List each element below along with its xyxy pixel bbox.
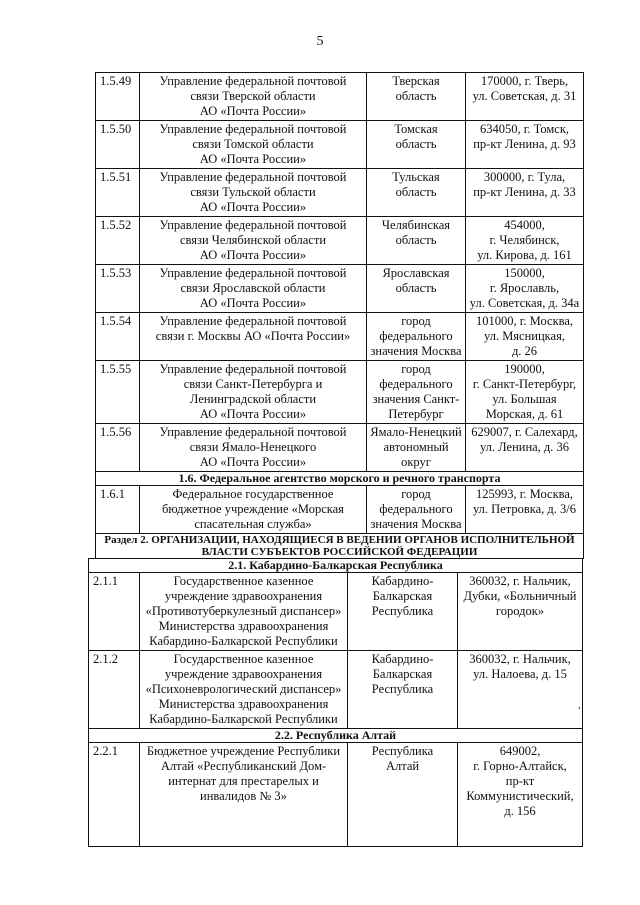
organization-name-cell	[140, 424, 367, 472]
region-cell	[348, 651, 458, 729]
region-cell	[367, 73, 466, 121]
row-number: 1.5.56	[96, 424, 140, 472]
header-line: 2.1. Кабардино-Балкарская Республика	[228, 558, 443, 572]
organization-name-cell	[140, 743, 348, 847]
cell-line: Тверская	[392, 74, 440, 88]
address-cell	[466, 361, 584, 424]
section-heading	[96, 472, 584, 486]
cell-line: Управление федеральной почтовой	[159, 74, 347, 88]
cell-line: связи Санкт-Петербурга и	[183, 377, 323, 391]
cell-line: Федеральное государственное	[172, 487, 334, 501]
table-row	[89, 573, 583, 651]
table-row	[96, 424, 584, 472]
cell-line: АО «Почта России»	[199, 248, 307, 262]
cell-line: Челябинская	[381, 218, 451, 232]
section-heading-text	[89, 729, 583, 743]
cell-line: округ	[401, 455, 431, 469]
cell-line: пр-кт Ленина, д. 33	[473, 185, 576, 199]
region-cell	[367, 486, 466, 534]
cell-line: «Противотуберкулезный диспансер»	[145, 604, 342, 618]
header-line: Раздел 2. ОРГАНИЗАЦИИ, НАХОДЯЩИЕСЯ В ВЕДЕНИИ ОРГАНОВ ИСПОЛНИТЕЛЬНОЙ	[104, 534, 575, 546]
cell-line: 454000,	[504, 218, 545, 232]
organization-name-cell	[140, 217, 367, 265]
row-number: 2.1.2	[89, 651, 140, 729]
cell-line: г. Челябинск,	[489, 233, 560, 247]
cell-line: Тульская	[392, 170, 440, 184]
cell-line: 629007, г. Салехард,	[471, 425, 578, 439]
cell-line: город	[401, 487, 431, 501]
region-cell	[348, 743, 458, 847]
section-heading	[89, 729, 583, 743]
table-row	[96, 486, 584, 534]
cell-line: Алтай	[385, 759, 420, 773]
cell-line: область	[395, 185, 437, 199]
cell-line: Коммунистический,	[466, 789, 574, 803]
cell-line: Ленинградской области	[189, 392, 317, 406]
part-heading	[96, 534, 584, 559]
row-number: 2.1.1	[89, 573, 140, 651]
table-row	[96, 265, 584, 313]
cell-line: АО «Почта России»	[199, 296, 307, 310]
cell-line: связи Ямало-Ненецкого	[189, 440, 317, 454]
address-cell	[466, 73, 584, 121]
cell-line: Управление федеральной почтовой	[159, 122, 347, 136]
organizations-table-section-2	[88, 558, 583, 847]
section-heading	[89, 559, 583, 573]
region-cell	[367, 424, 466, 472]
cell-line: Управление федеральной почтовой	[159, 266, 347, 280]
organization-name-cell	[140, 73, 367, 121]
cell-line: ул. Ленина, д. 36	[479, 440, 570, 454]
cell-line: инвалидов № 3»	[200, 789, 287, 803]
organization-name-cell	[140, 313, 367, 361]
cell-line: связи Тульской области	[190, 185, 316, 199]
cell-line: д. 156	[504, 804, 536, 818]
cell-line: городок»	[495, 604, 545, 618]
cell-line: автономный	[383, 440, 449, 454]
address-cell	[466, 313, 584, 361]
cell-line: 170000, г. Тверь,	[480, 74, 569, 88]
organization-name-cell	[140, 121, 367, 169]
cell-line: связи Челябинской области	[179, 233, 327, 247]
cell-line: пр-кт Ленина, д. 93	[473, 137, 576, 151]
row-number: 1.5.50	[96, 121, 140, 169]
cell-line: спасательная служба»	[194, 517, 312, 531]
cell-line: связи Томской области	[192, 137, 314, 151]
cell-line: пр-кт	[505, 774, 535, 788]
cell-line: федерального	[379, 502, 453, 516]
row-number: 1.5.55	[96, 361, 140, 424]
row-number: 2.2.1	[89, 743, 140, 847]
cell-line: Республика	[371, 682, 434, 696]
row-number: 1.5.54	[96, 313, 140, 361]
cell-line: Дубки, «Больничный	[463, 589, 577, 603]
cell-line: Ярославская	[382, 266, 450, 280]
cell-line: Ямало-Ненецкий	[370, 425, 462, 439]
cell-line: ул. Налоева, д. 15	[473, 667, 567, 681]
cell-line: ул. Кирова, д. 161	[477, 248, 572, 262]
table-row	[89, 743, 583, 847]
cell-line: город	[401, 362, 431, 376]
address-cell	[466, 486, 584, 534]
header-line: ВЛАСТИ СУБЪЕКТОВ РОССИЙСКОЙ ФЕДЕРАЦИИ	[201, 546, 478, 558]
cell-line: ул. Петровка, д. 3/6	[472, 502, 577, 516]
cell-line: область	[395, 137, 437, 151]
cell-line: Кабардино-Балкарской Республики	[149, 712, 338, 726]
cell-line: АО «Почта России»	[199, 104, 307, 118]
cell-line: область	[395, 89, 437, 103]
address-cell	[458, 743, 583, 847]
table-row	[96, 169, 584, 217]
cell-line: учреждение здравоохранения	[164, 589, 323, 603]
cell-line: Кабардино-	[371, 652, 434, 666]
address-cell	[466, 217, 584, 265]
cell-line: Алтай «Республиканский Дом-	[160, 759, 327, 773]
cell-line: г. Санкт-Петербург,	[472, 377, 577, 391]
cell-line: Министерства здравоохранения	[158, 619, 329, 633]
address-cell	[466, 265, 584, 313]
cell-line: 634050, г. Томск,	[479, 122, 570, 136]
organization-name-cell	[140, 265, 367, 313]
region-cell	[367, 217, 466, 265]
organizations-table-section-1	[95, 72, 584, 559]
cell-line: 360032, г. Нальчик,	[469, 574, 571, 588]
cell-line: 360032, г. Нальчик,	[469, 652, 571, 666]
organization-name-cell	[140, 651, 348, 729]
cell-line: значения Санкт-	[372, 392, 460, 406]
cell-line: 101000, г. Москва,	[475, 314, 574, 328]
cell-line: Республика	[371, 604, 434, 618]
cell-line: Республика	[371, 744, 434, 758]
cell-line: АО «Почта России»	[199, 407, 307, 421]
cell-line: ул. Советская, д. 34а	[469, 296, 580, 310]
cell-line: Управление федеральной почтовой	[159, 362, 347, 376]
cell-line: Управление федеральной почтовой	[159, 314, 347, 328]
cell-line: Государственное казенное	[173, 574, 314, 588]
cell-line: Кабардино-Балкарской Республики	[149, 634, 338, 648]
cell-line: значения Москва	[370, 517, 462, 531]
page-number: 5	[316, 34, 324, 49]
cell-line: 150000,	[504, 266, 545, 280]
cell-line: г. Ярославль,	[489, 281, 560, 295]
cell-line: ул. Советская, д. 31	[472, 89, 577, 103]
cell-line: Управление федеральной почтовой	[159, 170, 347, 184]
cell-line: д. 26	[511, 344, 538, 358]
cell-line: Управление федеральной почтовой	[159, 425, 347, 439]
header-line: 2.2. Республика Алтай	[274, 728, 397, 742]
table-row	[89, 651, 583, 729]
table-row	[96, 313, 584, 361]
margin-mark: ,	[578, 700, 581, 711]
address-cell	[466, 121, 584, 169]
cell-line: Государственное казенное	[173, 652, 314, 666]
organization-name-cell	[140, 361, 367, 424]
cell-line: Балкарская	[372, 667, 433, 681]
region-cell	[367, 313, 466, 361]
cell-line: Министерства здравоохранения	[158, 697, 329, 711]
row-number: 1.5.53	[96, 265, 140, 313]
region-cell	[367, 265, 466, 313]
cell-line: значения Москва	[370, 344, 462, 358]
table-row	[96, 361, 584, 424]
address-cell	[458, 573, 583, 651]
organization-name-cell	[140, 169, 367, 217]
cell-line: Управление федеральной почтовой	[159, 218, 347, 232]
address-cell	[466, 169, 584, 217]
cell-line: федерального	[379, 377, 453, 391]
cell-line: интернат для престарелых и	[168, 774, 319, 788]
cell-line: Бюджетное учреждение Республики	[146, 744, 341, 758]
cell-line: Балкарская	[372, 589, 433, 603]
cell-line: связи г. Москвы АО «Почта России»	[155, 329, 351, 343]
cell-line: Петербург	[388, 407, 444, 421]
section-heading-text	[96, 472, 584, 486]
row-number: 1.5.51	[96, 169, 140, 217]
cell-line: ул. Большая	[492, 392, 557, 406]
cell-line: АО «Почта России»	[199, 455, 307, 469]
cell-line: 300000, г. Тула,	[483, 170, 566, 184]
region-cell	[367, 121, 466, 169]
region-cell	[348, 573, 458, 651]
cell-line: связи Тверской области	[190, 89, 316, 103]
row-number: 1.5.49	[96, 73, 140, 121]
cell-line: учреждение здравоохранения	[164, 667, 323, 681]
cell-line: 649002,	[499, 744, 541, 758]
section-heading-text	[89, 559, 583, 573]
cell-line: область	[395, 281, 437, 295]
cell-line: «Психоневрологический диспансер»	[145, 682, 342, 696]
table-row	[96, 217, 584, 265]
cell-line: г. Горно-Алтайск,	[473, 759, 567, 773]
part-heading-text	[96, 534, 584, 559]
cell-line: федерального	[379, 329, 453, 343]
row-number: 1.6.1	[96, 486, 140, 534]
cell-line: Томская	[394, 122, 438, 136]
address-cell	[458, 651, 583, 729]
table-row	[96, 73, 584, 121]
row-number: 1.5.52	[96, 217, 140, 265]
cell-line: область	[395, 233, 437, 247]
cell-line: связи Ярославской области	[180, 281, 326, 295]
address-cell	[466, 424, 584, 472]
cell-line: 125993, г. Москва,	[475, 487, 574, 501]
table-row	[96, 121, 584, 169]
cell-line: город	[401, 314, 431, 328]
region-cell	[367, 169, 466, 217]
organization-name-cell	[140, 573, 348, 651]
region-cell	[367, 361, 466, 424]
organization-name-cell	[140, 486, 367, 534]
cell-line: Кабардино-	[371, 574, 434, 588]
cell-line: ул. Мясницкая,	[484, 329, 565, 343]
header-line: 1.6. Федеральное агентство морского и речного транспорта	[178, 471, 501, 485]
cell-line: Морская, д. 61	[485, 407, 564, 421]
cell-line: 190000,	[504, 362, 545, 376]
cell-line: бюджетное учреждение «Морская	[162, 502, 344, 516]
cell-line: АО «Почта России»	[199, 200, 307, 214]
cell-line: АО «Почта России»	[199, 152, 307, 166]
